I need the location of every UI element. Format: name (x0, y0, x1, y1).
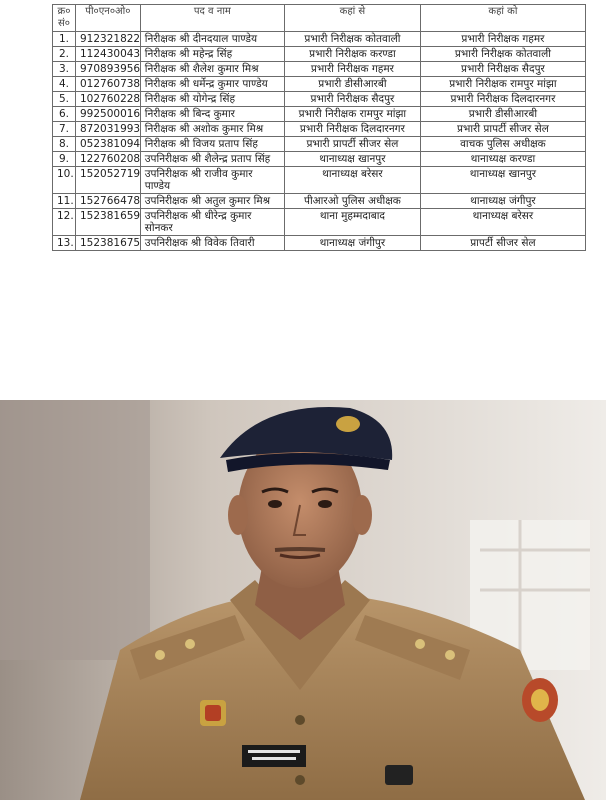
cell-from: प्रभारी प्रापर्टी सीजर सेल (284, 137, 420, 152)
cell-pno: 970893956 (75, 62, 140, 77)
cell-name: उपनिरीक्षक श्री विवेक तिवारी (140, 236, 284, 251)
officer-photo-illustration (0, 400, 606, 800)
cell-serial: 6. (53, 107, 76, 122)
cell-pno: 102760228 (75, 92, 140, 107)
cell-from: प्रभारी डीसीआरबी (284, 77, 420, 92)
cell-serial: 4. (53, 77, 76, 92)
cell-name: निरीक्षक श्री बिन्द कुमार (140, 107, 284, 122)
cell-name: निरीक्षक श्री विजय प्रताप सिंह (140, 137, 284, 152)
cell-from: प्रभारी निरीक्षक रामपुर मांझा (284, 107, 420, 122)
header-from: कहां से (284, 5, 420, 32)
cell-to: प्रभारी निरीक्षक गहमर (420, 32, 585, 47)
cell-pno: 012760738 (75, 77, 140, 92)
cell-serial: 7. (53, 122, 76, 137)
cell-serial: 11. (53, 194, 76, 209)
cell-name: उपनिरीक्षक श्री राजीव कुमार पाण्डेय (140, 167, 284, 194)
cell-to: थानाध्यक्ष जंगीपुर (420, 194, 585, 209)
cell-name: उपनिरीक्षक श्री शैलेन्द्र प्रताप सिंह (140, 152, 284, 167)
cell-from: प्रभारी निरीक्षक दिलदारनगर (284, 122, 420, 137)
table-row (53, 194, 586, 209)
cell-from: प्रभारी निरीक्षक गहमर (284, 62, 420, 77)
cell-pno: 992500016 (75, 107, 140, 122)
table-row (53, 77, 586, 92)
cell-from: पीआरओ पुलिस अधीक्षक (284, 194, 420, 209)
officer-photo (0, 400, 606, 800)
cell-pno: 872031993 (75, 122, 140, 137)
table-header-row (53, 5, 586, 32)
cell-name: निरीक्षक श्री महेन्द्र सिंह (140, 47, 284, 62)
table-row (53, 107, 586, 122)
cell-to: प्रभारी निरीक्षक दिलदारनगर (420, 92, 585, 107)
cell-serial: 13. (53, 236, 76, 251)
cell-name: निरीक्षक श्री अशोक कुमार मिश्र (140, 122, 284, 137)
cell-pno: 912321822 (75, 32, 140, 47)
cell-from: प्रभारी निरीक्षक सैदपुर (284, 92, 420, 107)
cell-pno: 052381094 (75, 137, 140, 152)
cell-serial: 2. (53, 47, 76, 62)
table-row (53, 152, 586, 167)
cell-name: उपनिरीक्षक श्री धीरेन्द्र कुमार सोनकर (140, 209, 284, 236)
table-row (53, 62, 586, 77)
cell-serial: 3. (53, 62, 76, 77)
header-to: कहां को (420, 5, 585, 32)
table-row (53, 122, 586, 137)
cell-to: प्रभारी प्रापर्टी सीजर सेल (420, 122, 585, 137)
cell-name: निरीक्षक श्री शैलेश कुमार मिश्र (140, 62, 284, 77)
cell-from: थानाध्यक्ष खानपुर (284, 152, 420, 167)
cell-name: निरीक्षक श्री दीनदयाल पाण्डेय (140, 32, 284, 47)
table-row (53, 32, 586, 47)
cell-from: प्रभारी निरीक्षक कोतवाली (284, 32, 420, 47)
cell-name: निरीक्षक श्री योगेन्द्र सिंह (140, 92, 284, 107)
cell-serial: 8. (53, 137, 76, 152)
cell-serial: 9. (53, 152, 76, 167)
cell-name: निरीक्षक श्री धर्मेन्द्र कुमार पाण्डेय (140, 77, 284, 92)
table-row (53, 47, 586, 62)
cell-serial: 1. (53, 32, 76, 47)
cell-name: उपनिरीक्षक श्री अतुल कुमार मिश्र (140, 194, 284, 209)
table-row (53, 92, 586, 107)
cell-serial: 10. (53, 167, 76, 194)
cell-to: प्रापर्टी सीजर सेल (420, 236, 585, 251)
cell-to: प्रभारी निरीक्षक रामपुर मांझा (420, 77, 585, 92)
cell-to: थानाध्यक्ष बरेसर (420, 209, 585, 236)
transfer-list-table (52, 4, 586, 251)
cell-to: थानाध्यक्ष खानपुर (420, 167, 585, 194)
cell-pno: 112430043 (75, 47, 140, 62)
table-row (53, 209, 586, 236)
cell-serial: 12. (53, 209, 76, 236)
cell-from: थानाध्यक्ष जंगीपुर (284, 236, 420, 251)
cell-pno: 152381659 (75, 209, 140, 236)
table-row (53, 236, 586, 251)
cell-from: प्रभारी निरीक्षक करण्डा (284, 47, 420, 62)
cell-to: प्रभारी निरीक्षक कोतवाली (420, 47, 585, 62)
cell-to: वाचक पुलिस अधीक्षक (420, 137, 585, 152)
cell-pno: 122760208 (75, 152, 140, 167)
cell-pno: 152052719 (75, 167, 140, 194)
header-name: पद व नाम (140, 5, 284, 32)
cell-to: प्रभारी निरीक्षक सैदपुर (420, 62, 585, 77)
table-row (53, 167, 586, 194)
cell-pno: 152766478 (75, 194, 140, 209)
cell-pno: 152381675 (75, 236, 140, 251)
header-pno: पी०एन०ओ० (75, 5, 140, 32)
header-serial: क्र० सं० (53, 5, 76, 32)
cell-from: थाना मुहम्मदाबाद (284, 209, 420, 236)
cell-to: थानाध्यक्ष करण्डा (420, 152, 585, 167)
table-row (53, 137, 586, 152)
cell-from: थानाध्यक्ष बरेसर (284, 167, 420, 194)
cell-serial: 5. (53, 92, 76, 107)
transfer-list-table-container (52, 4, 586, 251)
cell-to: प्रभारी डीसीआरबी (420, 107, 585, 122)
